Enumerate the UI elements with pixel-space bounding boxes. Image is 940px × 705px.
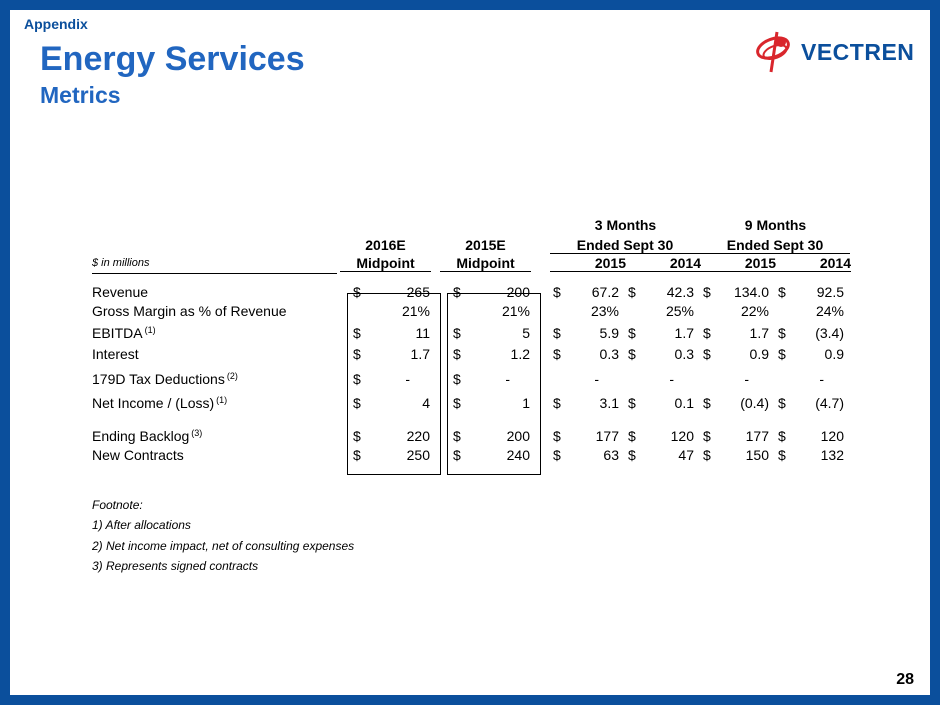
- label-underline: [92, 273, 337, 274]
- cell-value: 5.9: [599, 325, 619, 341]
- table-cell: [703, 428, 769, 446]
- row-footnote-marker: (2): [226, 371, 238, 381]
- table-cell: [453, 428, 530, 446]
- currency-symbol: $: [353, 325, 361, 341]
- table-cell: [353, 325, 430, 343]
- table-cell: [628, 303, 694, 321]
- row-label-text: Interest: [92, 346, 139, 362]
- table-cell: [703, 371, 769, 389]
- cell-value: -: [819, 371, 824, 387]
- cell-value: -: [594, 371, 599, 387]
- table-cell: [453, 284, 530, 302]
- table-cell: [553, 428, 619, 446]
- table-cell: [778, 428, 844, 446]
- currency-symbol: $: [703, 284, 711, 300]
- column-header: Midpoint: [440, 255, 531, 272]
- header-3-months-ended: Ended Sept 30: [550, 237, 700, 254]
- header-2015e: 2015E: [465, 237, 506, 253]
- row-label-text: 179D Tax Deductions: [92, 371, 225, 387]
- currency-symbol: $: [353, 371, 361, 387]
- row-label-text: New Contracts: [92, 447, 184, 463]
- currency-symbol: $: [553, 428, 561, 444]
- row-label-text: EBITDA: [92, 325, 143, 341]
- table-cell: [703, 325, 769, 343]
- table-cell: [453, 303, 530, 321]
- row-label: [92, 371, 238, 387]
- table-cell: [353, 428, 430, 446]
- table-cell: [703, 303, 769, 321]
- row-label: [92, 447, 184, 463]
- table-cell: [453, 371, 530, 389]
- currency-symbol: $: [453, 447, 461, 463]
- footnote-item: 1) After allocations: [92, 518, 191, 532]
- row-label: [92, 284, 148, 300]
- logo-text: VECTREN: [801, 39, 915, 65]
- table-cell: [778, 303, 844, 321]
- table-cell: [703, 447, 769, 465]
- cell-value: 42.3: [666, 284, 694, 300]
- cell-value: 1.2: [510, 346, 530, 362]
- table-cell: [553, 284, 619, 302]
- cell-value: 265: [406, 284, 430, 300]
- page-number: 28: [896, 671, 914, 688]
- table-cell: [778, 284, 844, 302]
- row-footnote-marker: (3): [191, 428, 203, 438]
- currency-symbol: $: [553, 447, 561, 463]
- cell-value: 0.3: [674, 346, 694, 362]
- currency-symbol: $: [778, 395, 786, 411]
- cell-value: 0.9: [824, 346, 844, 362]
- column-header: 2014: [625, 255, 701, 272]
- cell-value: 0.3: [599, 346, 619, 362]
- cell-value: (3.4): [815, 325, 844, 341]
- row-label-text: Ending Backlog: [92, 428, 190, 444]
- table-cell: [353, 395, 430, 413]
- row-label-text: Net Income / (Loss): [92, 395, 215, 411]
- cell-value: 1: [522, 395, 530, 411]
- row-label: [92, 325, 156, 341]
- footnote-item: 2) Net income impact, net of consulting expenses: [92, 539, 355, 553]
- table-cell: [553, 371, 619, 389]
- currency-symbol: $: [628, 395, 636, 411]
- cell-value: 150: [745, 447, 769, 463]
- table-cell: [353, 447, 430, 465]
- table-cell: [453, 447, 530, 465]
- cell-value: 23%: [590, 303, 619, 319]
- cell-value: 47: [678, 447, 694, 463]
- column-header: 2014: [775, 255, 851, 272]
- footnote-heading: Footnote:: [92, 498, 143, 512]
- currency-symbol: $: [778, 447, 786, 463]
- column-header: Midpoint: [340, 255, 431, 272]
- cell-value: 24%: [815, 303, 844, 319]
- cell-value: 132: [820, 447, 844, 463]
- currency-symbol: $: [778, 284, 786, 300]
- cell-value: 67.2: [591, 284, 619, 300]
- table-cell: [703, 346, 769, 364]
- cell-value: 120: [820, 428, 844, 444]
- cell-value: 1.7: [749, 325, 769, 341]
- currency-symbol: $: [453, 428, 461, 444]
- currency-symbol: $: [628, 346, 636, 362]
- currency-symbol: $: [453, 346, 461, 362]
- cell-value: -: [744, 371, 749, 387]
- table-cell: [453, 325, 530, 343]
- currency-symbol: $: [353, 447, 361, 463]
- currency-symbol: $: [703, 428, 711, 444]
- column-header: 2015: [700, 255, 776, 272]
- cell-value: 1.7: [674, 325, 694, 341]
- cell-value: -: [505, 371, 510, 387]
- slide: [10, 10, 930, 695]
- currency-symbol: $: [553, 325, 561, 341]
- row-label: [92, 346, 139, 362]
- cell-value: 120: [670, 428, 694, 444]
- table-cell: [628, 371, 694, 389]
- cell-value: 200: [506, 284, 530, 300]
- footnote-item: 3) Represents signed contracts: [92, 559, 259, 573]
- cell-value: (4.7): [815, 395, 844, 411]
- currency-symbol: $: [703, 346, 711, 362]
- cell-value: 4: [422, 395, 430, 411]
- currency-symbol: $: [453, 371, 461, 387]
- header-2016e: 2016E: [365, 237, 406, 253]
- table-cell: [628, 428, 694, 446]
- header-9-months-ended: Ended Sept 30: [700, 237, 850, 254]
- currency-symbol: $: [353, 395, 361, 411]
- currency-symbol: $: [553, 284, 561, 300]
- cell-value: -: [669, 371, 674, 387]
- page-subtitle: Metrics: [40, 82, 121, 108]
- currency-symbol: $: [778, 428, 786, 444]
- table-cell: [553, 303, 619, 321]
- currency-symbol: $: [703, 395, 711, 411]
- cell-value: 63: [603, 447, 619, 463]
- cell-value: 220: [406, 428, 430, 444]
- currency-symbol: $: [628, 428, 636, 444]
- table-cell: [553, 447, 619, 465]
- currency-symbol: $: [778, 346, 786, 362]
- row-label-text: Revenue: [92, 284, 149, 300]
- unit-label: $ in millions: [92, 257, 150, 269]
- row-label: [92, 428, 202, 444]
- table-cell: [778, 346, 844, 364]
- table-cell: [453, 346, 530, 364]
- currency-symbol: $: [628, 447, 636, 463]
- cell-value: -: [405, 371, 410, 387]
- table-cell: [778, 395, 844, 413]
- section-label: Appendix: [24, 16, 88, 32]
- header-3-months: 3 Months: [594, 217, 657, 233]
- currency-symbol: $: [353, 428, 361, 444]
- cell-value: 240: [506, 447, 530, 463]
- cell-value: 11: [415, 325, 430, 341]
- table-cell: [778, 325, 844, 343]
- table-cell: [553, 325, 619, 343]
- currency-symbol: $: [453, 284, 461, 300]
- table-cell: [628, 395, 694, 413]
- cell-value: 177: [745, 428, 769, 444]
- currency-symbol: $: [353, 284, 361, 300]
- currency-symbol: $: [628, 284, 636, 300]
- row-label-text: Gross Margin as % of Revenue: [92, 303, 287, 319]
- cell-value: 25%: [665, 303, 694, 319]
- cell-value: 250: [406, 447, 430, 463]
- currency-symbol: $: [778, 325, 786, 341]
- table-cell: [553, 395, 619, 413]
- table-cell: [628, 325, 694, 343]
- cell-value: 177: [595, 428, 619, 444]
- cell-value: 21%: [501, 303, 530, 319]
- table-cell: [353, 346, 430, 364]
- table-cell: [553, 346, 619, 364]
- table-cell: [703, 284, 769, 302]
- cell-value: 0.1: [674, 395, 694, 411]
- header-9-months: 9 Months: [744, 217, 807, 233]
- logo-swirl-icon: [755, 28, 799, 74]
- currency-symbol: $: [553, 395, 561, 411]
- currency-symbol: $: [703, 325, 711, 341]
- currency-symbol: $: [453, 325, 461, 341]
- currency-symbol: $: [628, 325, 636, 341]
- row-label: [92, 303, 287, 319]
- cell-value: (0.4): [740, 395, 769, 411]
- currency-symbol: $: [453, 395, 461, 411]
- table-cell: [353, 303, 430, 321]
- table-cell: [628, 447, 694, 465]
- row-label: [92, 395, 227, 411]
- table-cell: [453, 395, 530, 413]
- currency-symbol: $: [353, 346, 361, 362]
- row-footnote-marker: (1): [144, 325, 156, 335]
- row-footnote-marker: (1): [216, 395, 228, 405]
- table-cell: [628, 346, 694, 364]
- cell-value: 3.1: [599, 395, 619, 411]
- cell-value: 22%: [740, 303, 769, 319]
- cell-value: 1.7: [410, 346, 430, 362]
- vectren-logo: [755, 28, 920, 76]
- page-title: Energy Services: [40, 40, 305, 78]
- cell-value: 92.5: [816, 284, 844, 300]
- cell-value: 134.0: [733, 284, 769, 300]
- currency-symbol: $: [703, 447, 711, 463]
- cell-value: 21%: [401, 303, 430, 319]
- cell-value: 5: [522, 325, 530, 341]
- column-header: 2015: [550, 255, 626, 272]
- table-cell: [778, 371, 844, 389]
- currency-symbol: $: [553, 346, 561, 362]
- table-cell: [353, 284, 430, 302]
- table-cell: [703, 395, 769, 413]
- cell-value: 200: [506, 428, 530, 444]
- cell-value: 0.9: [749, 346, 769, 362]
- table-cell: [778, 447, 844, 465]
- table-cell: [353, 371, 430, 389]
- table-cell: [628, 284, 694, 302]
